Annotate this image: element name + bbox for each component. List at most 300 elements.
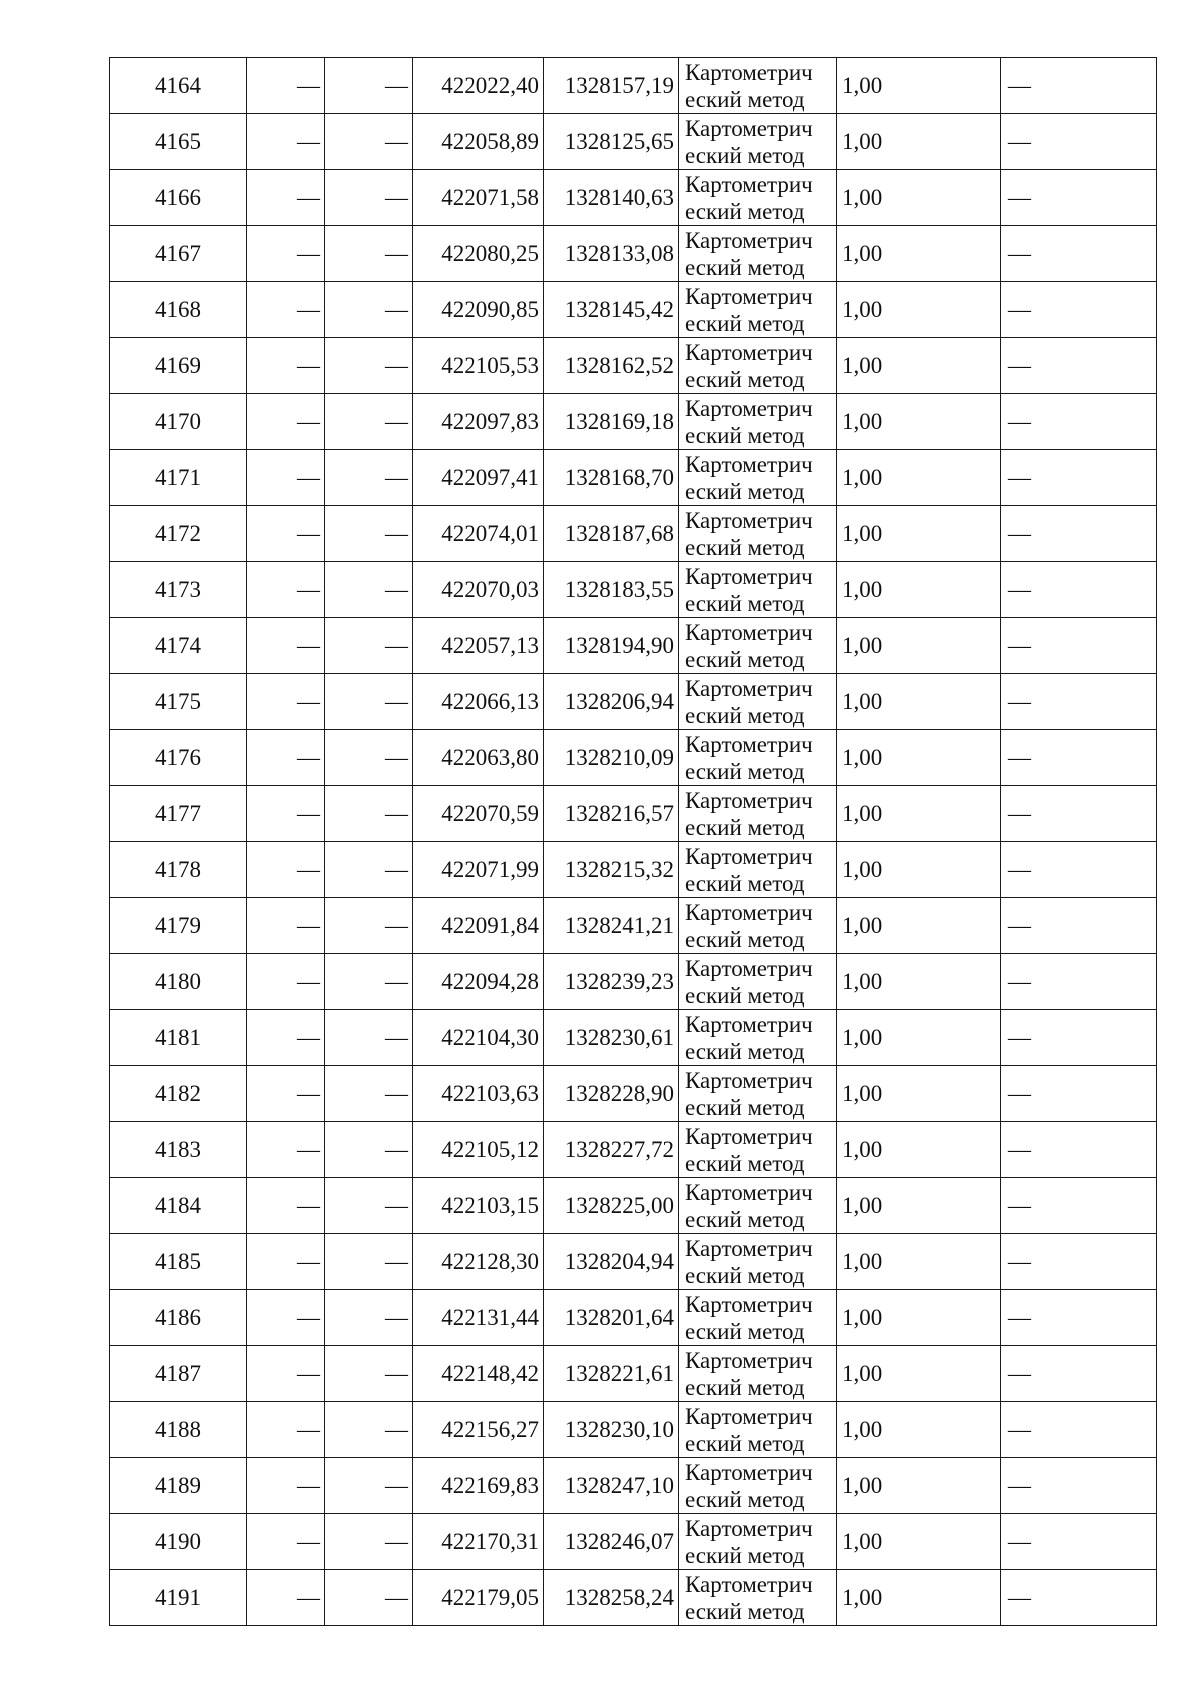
y-coordinate-cell: 1328225,00: [544, 1178, 679, 1234]
x-coordinate-cell: 422170,31: [413, 1514, 544, 1570]
method-line-1: Картометрич: [685, 171, 813, 197]
y-coordinate-cell: 1328258,24: [544, 1570, 679, 1626]
method-line-2: еский метод: [685, 1318, 805, 1344]
column-3-cell: —: [325, 954, 413, 1010]
x-coordinate-cell: 422104,30: [413, 1010, 544, 1066]
accuracy-cell: 1,00: [837, 170, 1001, 226]
table-row: [110, 506, 1157, 562]
x-coordinate-cell: 422148,42: [413, 1346, 544, 1402]
accuracy-cell: 1,00: [837, 1066, 1001, 1122]
description-cell: —: [1001, 674, 1157, 730]
point-number-cell: 4183: [110, 1122, 247, 1178]
column-2-cell: —: [247, 58, 325, 114]
accuracy-cell: 1,00: [837, 1514, 1001, 1570]
point-number-cell: 4173: [110, 562, 247, 618]
method-line-1: Картометрич: [685, 1179, 813, 1205]
point-number-cell: 4181: [110, 1010, 247, 1066]
table-row: [110, 1570, 1157, 1626]
method-cell: [679, 954, 837, 1010]
description-cell: —: [1001, 1402, 1157, 1458]
column-3-cell: —: [325, 1290, 413, 1346]
y-coordinate-cell: 1328210,09: [544, 730, 679, 786]
description-cell: —: [1001, 1346, 1157, 1402]
x-coordinate-cell: 422103,63: [413, 1066, 544, 1122]
description-cell: —: [1001, 58, 1157, 114]
table-row: [110, 58, 1157, 114]
method-cell: [679, 394, 837, 450]
column-3-cell: —: [325, 730, 413, 786]
point-number-cell: 4190: [110, 1514, 247, 1570]
y-coordinate-cell: 1328204,94: [544, 1234, 679, 1290]
method-cell: [679, 1346, 837, 1402]
table-row: [110, 562, 1157, 618]
method-cell: [679, 842, 837, 898]
point-number-cell: 4182: [110, 1066, 247, 1122]
description-cell: —: [1001, 842, 1157, 898]
method-line-1: Картометрич: [685, 843, 813, 869]
point-number-cell: 4188: [110, 1402, 247, 1458]
table-row: [110, 954, 1157, 1010]
accuracy-cell: 1,00: [837, 1570, 1001, 1626]
method-line-2: еский метод: [685, 1430, 805, 1456]
y-coordinate-cell: 1328230,10: [544, 1402, 679, 1458]
table-row: [110, 1402, 1157, 1458]
table-row: [110, 450, 1157, 506]
method-line-2: еский метод: [685, 366, 805, 392]
column-3-cell: —: [325, 618, 413, 674]
accuracy-cell: 1,00: [837, 226, 1001, 282]
x-coordinate-cell: 422022,40: [413, 58, 544, 114]
description-cell: —: [1001, 1122, 1157, 1178]
y-coordinate-cell: 1328206,94: [544, 674, 679, 730]
column-3-cell: —: [325, 786, 413, 842]
point-number-cell: 4180: [110, 954, 247, 1010]
table-row: [110, 114, 1157, 170]
column-3-cell: —: [325, 1346, 413, 1402]
method-cell: [679, 170, 837, 226]
point-number-cell: 4165: [110, 114, 247, 170]
method-line-2: еский метод: [685, 254, 805, 280]
method-line-1: Картометрич: [685, 283, 813, 309]
column-3-cell: —: [325, 114, 413, 170]
description-cell: —: [1001, 1178, 1157, 1234]
method-line-2: еский метод: [685, 1598, 805, 1624]
accuracy-cell: 1,00: [837, 58, 1001, 114]
y-coordinate-cell: 1328187,68: [544, 506, 679, 562]
y-coordinate-cell: 1328228,90: [544, 1066, 679, 1122]
y-coordinate-cell: 1328125,65: [544, 114, 679, 170]
y-coordinate-cell: 1328201,64: [544, 1290, 679, 1346]
method-line-1: Картометрич: [685, 339, 813, 365]
column-2-cell: —: [247, 114, 325, 170]
column-2-cell: —: [247, 1570, 325, 1626]
x-coordinate-cell: 422169,83: [413, 1458, 544, 1514]
point-number-cell: 4179: [110, 898, 247, 954]
description-cell: —: [1001, 898, 1157, 954]
table-row: [110, 1122, 1157, 1178]
point-number-cell: 4174: [110, 618, 247, 674]
point-number-cell: 4185: [110, 1234, 247, 1290]
accuracy-cell: 1,00: [837, 1010, 1001, 1066]
method-line-2: еский метод: [685, 1094, 805, 1120]
description-cell: —: [1001, 282, 1157, 338]
column-3-cell: —: [325, 1178, 413, 1234]
method-line-2: еский метод: [685, 86, 805, 112]
x-coordinate-cell: 422094,28: [413, 954, 544, 1010]
column-2-cell: —: [247, 1178, 325, 1234]
x-coordinate-cell: 422131,44: [413, 1290, 544, 1346]
method-line-2: еский метод: [685, 1374, 805, 1400]
table-row: [110, 1290, 1157, 1346]
column-2-cell: —: [247, 1346, 325, 1402]
column-3-cell: —: [325, 450, 413, 506]
column-2-cell: —: [247, 1458, 325, 1514]
description-cell: —: [1001, 394, 1157, 450]
y-coordinate-cell: 1328157,19: [544, 58, 679, 114]
method-line-2: еский метод: [685, 310, 805, 336]
column-2-cell: —: [247, 786, 325, 842]
method-cell: [679, 1458, 837, 1514]
point-number-cell: 4166: [110, 170, 247, 226]
description-cell: —: [1001, 786, 1157, 842]
accuracy-cell: 1,00: [837, 954, 1001, 1010]
column-2-cell: —: [247, 842, 325, 898]
column-2-cell: —: [247, 674, 325, 730]
method-cell: [679, 1514, 837, 1570]
method-line-1: Картометрич: [685, 955, 813, 981]
method-cell: [679, 618, 837, 674]
column-2-cell: —: [247, 1402, 325, 1458]
x-coordinate-cell: 422066,13: [413, 674, 544, 730]
column-2-cell: —: [247, 618, 325, 674]
column-3-cell: —: [325, 1514, 413, 1570]
point-number-cell: 4187: [110, 1346, 247, 1402]
x-coordinate-cell: 422128,30: [413, 1234, 544, 1290]
x-coordinate-cell: 422080,25: [413, 226, 544, 282]
accuracy-cell: 1,00: [837, 898, 1001, 954]
method-line-1: Картометрич: [685, 115, 813, 141]
y-coordinate-cell: 1328247,10: [544, 1458, 679, 1514]
method-line-1: Картометрич: [685, 1459, 813, 1485]
description-cell: —: [1001, 1570, 1157, 1626]
accuracy-cell: 1,00: [837, 562, 1001, 618]
column-3-cell: —: [325, 674, 413, 730]
point-number-cell: 4186: [110, 1290, 247, 1346]
method-line-1: Картометрич: [685, 675, 813, 701]
column-2-cell: —: [247, 226, 325, 282]
accuracy-cell: 1,00: [837, 842, 1001, 898]
description-cell: —: [1001, 1234, 1157, 1290]
x-coordinate-cell: 422105,12: [413, 1122, 544, 1178]
column-3-cell: —: [325, 226, 413, 282]
column-2-cell: —: [247, 338, 325, 394]
table-row: [110, 170, 1157, 226]
method-line-1: Картометрич: [685, 451, 813, 477]
point-number-cell: 4168: [110, 282, 247, 338]
method-line-1: Картометрич: [685, 59, 813, 85]
column-2-cell: —: [247, 394, 325, 450]
column-3-cell: —: [325, 170, 413, 226]
y-coordinate-cell: 1328183,55: [544, 562, 679, 618]
x-coordinate-cell: 422057,13: [413, 618, 544, 674]
point-number-cell: 4177: [110, 786, 247, 842]
table-row: [110, 842, 1157, 898]
accuracy-cell: 1,00: [837, 114, 1001, 170]
point-number-cell: 4191: [110, 1570, 247, 1626]
y-coordinate-cell: 1328216,57: [544, 786, 679, 842]
method-line-2: еский метод: [685, 142, 805, 168]
point-number-cell: 4189: [110, 1458, 247, 1514]
method-cell: [679, 674, 837, 730]
table-row: [110, 1234, 1157, 1290]
method-cell: [679, 226, 837, 282]
column-2-cell: —: [247, 506, 325, 562]
method-line-2: еский метод: [685, 870, 805, 896]
description-cell: —: [1001, 170, 1157, 226]
table-row: [110, 674, 1157, 730]
column-3-cell: —: [325, 394, 413, 450]
y-coordinate-cell: 1328162,52: [544, 338, 679, 394]
description-cell: —: [1001, 730, 1157, 786]
method-line-2: еский метод: [685, 982, 805, 1008]
table-row: [110, 394, 1157, 450]
x-coordinate-cell: 422103,15: [413, 1178, 544, 1234]
accuracy-cell: 1,00: [837, 1290, 1001, 1346]
method-line-1: Картометрич: [685, 899, 813, 925]
method-cell: [679, 114, 837, 170]
method-line-1: Картометрич: [685, 1067, 813, 1093]
column-2-cell: —: [247, 1290, 325, 1346]
method-cell: [679, 562, 837, 618]
description-cell: —: [1001, 114, 1157, 170]
table-row: [110, 338, 1157, 394]
column-2-cell: —: [247, 730, 325, 786]
method-cell: [679, 58, 837, 114]
method-line-1: Картометрич: [685, 395, 813, 421]
description-cell: —: [1001, 1290, 1157, 1346]
method-cell: [679, 1402, 837, 1458]
method-line-1: Картометрич: [685, 1571, 813, 1597]
y-coordinate-cell: 1328227,72: [544, 1122, 679, 1178]
point-number-cell: 4172: [110, 506, 247, 562]
point-number-cell: 4176: [110, 730, 247, 786]
column-3-cell: —: [325, 1066, 413, 1122]
method-cell: [679, 1290, 837, 1346]
description-cell: —: [1001, 226, 1157, 282]
x-coordinate-cell: 422091,84: [413, 898, 544, 954]
y-coordinate-cell: 1328168,70: [544, 450, 679, 506]
x-coordinate-cell: 422156,27: [413, 1402, 544, 1458]
method-line-1: Картометрич: [685, 227, 813, 253]
method-cell: [679, 1178, 837, 1234]
column-3-cell: —: [325, 1402, 413, 1458]
method-line-2: еский метод: [685, 590, 805, 616]
x-coordinate-cell: 422070,59: [413, 786, 544, 842]
column-2-cell: —: [247, 282, 325, 338]
method-line-2: еский метод: [685, 926, 805, 952]
method-cell: [679, 1122, 837, 1178]
method-line-2: еский метод: [685, 198, 805, 224]
column-3-cell: —: [325, 1122, 413, 1178]
accuracy-cell: 1,00: [837, 506, 1001, 562]
description-cell: —: [1001, 1458, 1157, 1514]
table-row: [110, 1178, 1157, 1234]
method-cell: [679, 786, 837, 842]
table-row: [110, 1010, 1157, 1066]
accuracy-cell: 1,00: [837, 730, 1001, 786]
description-cell: —: [1001, 1066, 1157, 1122]
method-cell: [679, 1570, 837, 1626]
accuracy-cell: 1,00: [837, 1346, 1001, 1402]
column-2-cell: —: [247, 1122, 325, 1178]
method-line-2: еский метод: [685, 646, 805, 672]
accuracy-cell: 1,00: [837, 394, 1001, 450]
column-2-cell: —: [247, 954, 325, 1010]
method-line-1: Картометрич: [685, 1403, 813, 1429]
method-line-1: Картометрич: [685, 787, 813, 813]
point-number-cell: 4167: [110, 226, 247, 282]
column-2-cell: —: [247, 1066, 325, 1122]
method-line-2: еский метод: [685, 534, 805, 560]
accuracy-cell: 1,00: [837, 450, 1001, 506]
table-body: [110, 58, 1157, 1626]
y-coordinate-cell: 1328246,07: [544, 1514, 679, 1570]
x-coordinate-cell: 422090,85: [413, 282, 544, 338]
table-row: [110, 1514, 1157, 1570]
accuracy-cell: 1,00: [837, 1178, 1001, 1234]
description-cell: —: [1001, 954, 1157, 1010]
description-cell: —: [1001, 618, 1157, 674]
method-line-2: еский метод: [685, 1038, 805, 1064]
method-line-2: еский метод: [685, 758, 805, 784]
column-3-cell: —: [325, 58, 413, 114]
description-cell: —: [1001, 1514, 1157, 1570]
method-line-1: Картометрич: [685, 1347, 813, 1373]
accuracy-cell: 1,00: [837, 786, 1001, 842]
column-3-cell: —: [325, 1010, 413, 1066]
method-line-1: Картометрич: [685, 1123, 813, 1149]
column-3-cell: —: [325, 338, 413, 394]
point-number-cell: 4170: [110, 394, 247, 450]
x-coordinate-cell: 422071,58: [413, 170, 544, 226]
method-line-2: еский метод: [685, 478, 805, 504]
x-coordinate-cell: 422105,53: [413, 338, 544, 394]
method-line-2: еский метод: [685, 1542, 805, 1568]
method-line-2: еский метод: [685, 814, 805, 840]
column-2-cell: —: [247, 450, 325, 506]
point-number-cell: 4175: [110, 674, 247, 730]
column-3-cell: —: [325, 506, 413, 562]
method-cell: [679, 730, 837, 786]
y-coordinate-cell: 1328145,42: [544, 282, 679, 338]
column-2-cell: —: [247, 170, 325, 226]
table-row: [110, 1346, 1157, 1402]
table-row: [110, 226, 1157, 282]
table-row: [110, 282, 1157, 338]
description-cell: —: [1001, 506, 1157, 562]
method-line-1: Картометрич: [685, 1515, 813, 1541]
method-line-1: Картометрич: [685, 1011, 813, 1037]
method-line-2: еский метод: [685, 422, 805, 448]
table-row: [110, 730, 1157, 786]
method-line-2: еский метод: [685, 1150, 805, 1176]
table-row: [110, 898, 1157, 954]
point-number-cell: 4169: [110, 338, 247, 394]
description-cell: —: [1001, 338, 1157, 394]
accuracy-cell: 1,00: [837, 1234, 1001, 1290]
method-cell: [679, 898, 837, 954]
column-2-cell: —: [247, 1234, 325, 1290]
method-cell: [679, 282, 837, 338]
method-line-2: еский метод: [685, 702, 805, 728]
table-row: [110, 1458, 1157, 1514]
accuracy-cell: 1,00: [837, 618, 1001, 674]
x-coordinate-cell: 422179,05: [413, 1570, 544, 1626]
x-coordinate-cell: 422058,89: [413, 114, 544, 170]
method-line-1: Картометрич: [685, 619, 813, 645]
table-row: [110, 1066, 1157, 1122]
y-coordinate-cell: 1328221,61: [544, 1346, 679, 1402]
x-coordinate-cell: 422074,01: [413, 506, 544, 562]
table-row: [110, 786, 1157, 842]
method-line-1: Картометрич: [685, 507, 813, 533]
point-number-cell: 4171: [110, 450, 247, 506]
method-line-1: Картометрич: [685, 1235, 813, 1261]
column-2-cell: —: [247, 1514, 325, 1570]
y-coordinate-cell: 1328241,21: [544, 898, 679, 954]
column-2-cell: —: [247, 562, 325, 618]
table-row: [110, 618, 1157, 674]
method-cell: [679, 1066, 837, 1122]
column-3-cell: —: [325, 282, 413, 338]
method-line-1: Картометрич: [685, 563, 813, 589]
x-coordinate-cell: 422071,99: [413, 842, 544, 898]
x-coordinate-cell: 422097,83: [413, 394, 544, 450]
coordinates-table: [109, 57, 1157, 1626]
x-coordinate-cell: 422063,80: [413, 730, 544, 786]
accuracy-cell: 1,00: [837, 1458, 1001, 1514]
column-3-cell: —: [325, 898, 413, 954]
method-line-2: еский метод: [685, 1262, 805, 1288]
column-3-cell: —: [325, 842, 413, 898]
accuracy-cell: 1,00: [837, 674, 1001, 730]
column-2-cell: —: [247, 898, 325, 954]
y-coordinate-cell: 1328140,63: [544, 170, 679, 226]
accuracy-cell: 1,00: [837, 282, 1001, 338]
accuracy-cell: 1,00: [837, 1122, 1001, 1178]
y-coordinate-cell: 1328169,18: [544, 394, 679, 450]
accuracy-cell: 1,00: [837, 1402, 1001, 1458]
x-coordinate-cell: 422070,03: [413, 562, 544, 618]
method-line-2: еский метод: [685, 1206, 805, 1232]
column-3-cell: —: [325, 1234, 413, 1290]
method-line-1: Картометрич: [685, 1291, 813, 1317]
method-line-2: еский метод: [685, 1486, 805, 1512]
point-number-cell: 4164: [110, 58, 247, 114]
y-coordinate-cell: 1328194,90: [544, 618, 679, 674]
y-coordinate-cell: 1328230,61: [544, 1010, 679, 1066]
description-cell: —: [1001, 1010, 1157, 1066]
method-cell: [679, 1234, 837, 1290]
description-cell: —: [1001, 562, 1157, 618]
accuracy-cell: 1,00: [837, 338, 1001, 394]
method-cell: [679, 450, 837, 506]
column-3-cell: —: [325, 1570, 413, 1626]
method-cell: [679, 1010, 837, 1066]
method-line-1: Картометрич: [685, 731, 813, 757]
column-3-cell: —: [325, 1458, 413, 1514]
method-cell: [679, 338, 837, 394]
